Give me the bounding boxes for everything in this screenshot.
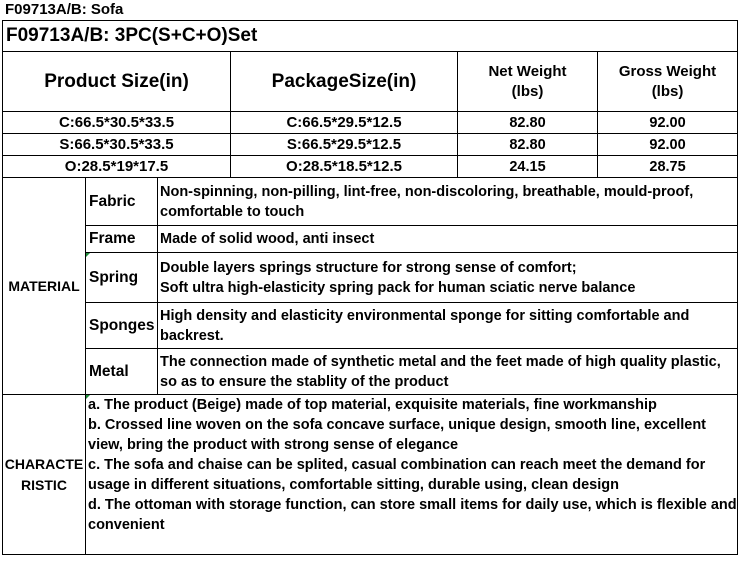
table-row [3, 156, 738, 178]
header-product-size: Product Size(in) [3, 52, 231, 112]
header-gross-weight: Gross Weight (lbs) [598, 52, 738, 112]
material-section-label: MATERIAL [3, 178, 86, 395]
product-size-cell: C:66.5*30.5*33.5 [3, 112, 231, 134]
material-description: High density and elasticity environmental sponge for sitting comfortable and backrest. [158, 303, 738, 349]
material-name: Sponges [86, 303, 158, 349]
material-name: Spring [86, 253, 158, 303]
material-description: The connection made of synthetic metal and the feet made of high quality plastic, so as to ensure the stablity of the product [158, 349, 738, 395]
material-description: Made of solid wood, anti insect [158, 226, 738, 253]
material-row-frame [3, 226, 738, 253]
gross-weight-cell: 28.75 [598, 156, 738, 178]
table-row [3, 134, 738, 156]
product-size-cell: O:28.5*19*17.5 [3, 156, 231, 178]
material-description: Double layers springs structure for strong sense of comfort; Soft ultra high-elasticity spring pack for human sciatic nerve balance [158, 253, 738, 303]
material-row-metal [3, 349, 738, 395]
header-package-size: PackageSize(in) [231, 52, 458, 112]
gross-weight-cell: 92.00 [598, 134, 738, 156]
spec-table [2, 20, 738, 555]
package-size-cell: C:66.5*29.5*12.5 [231, 112, 458, 134]
characteristic-row [3, 395, 738, 555]
package-size-cell: S:66.5*29.5*12.5 [231, 134, 458, 156]
product-size-cell: S:66.5*30.5*33.5 [3, 134, 231, 156]
material-row-spring [3, 253, 738, 303]
gross-weight-cell: 92.00 [598, 112, 738, 134]
material-row-sponges [3, 303, 738, 349]
material-name: Metal [86, 349, 158, 395]
material-name: Frame [86, 226, 158, 253]
table-row [3, 112, 738, 134]
characteristic-section-label: CHARACTE RISTIC [3, 395, 86, 555]
net-weight-cell: 82.80 [458, 112, 598, 134]
net-weight-cell: 24.15 [458, 156, 598, 178]
net-weight-cell: 82.80 [458, 134, 598, 156]
product-title: F09713A/B: 3PC(S+C+O)Set [3, 21, 738, 52]
characteristic-description: a. The product (Beige) made of top material, exquisite materials, fine workmanship b. Crossed line woven on the sofa concave surface, unique design, smooth line, excellent view, bring the product with strong sense of elegance c. The sofa and chaise can be splited, casual combination can reach meet the demand for usage in different situations, comfortable sitting, durable using, clean design d. The ottoman with storage function, can store small items for daily use, which is flexible and convenient [86, 395, 738, 555]
sheet-caption: F09713A/B: Sofa [5, 1, 124, 18]
material-row-fabric [3, 178, 738, 226]
material-name: Fabric [86, 178, 158, 226]
header-net-weight: Net Weight (lbs) [458, 52, 598, 112]
package-size-cell: O:28.5*18.5*12.5 [231, 156, 458, 178]
material-description: Non-spinning, non-pilling, lint-free, non-discoloring, breathable, mould-proof, comfortable to touch [158, 178, 738, 226]
header-row [3, 52, 738, 112]
